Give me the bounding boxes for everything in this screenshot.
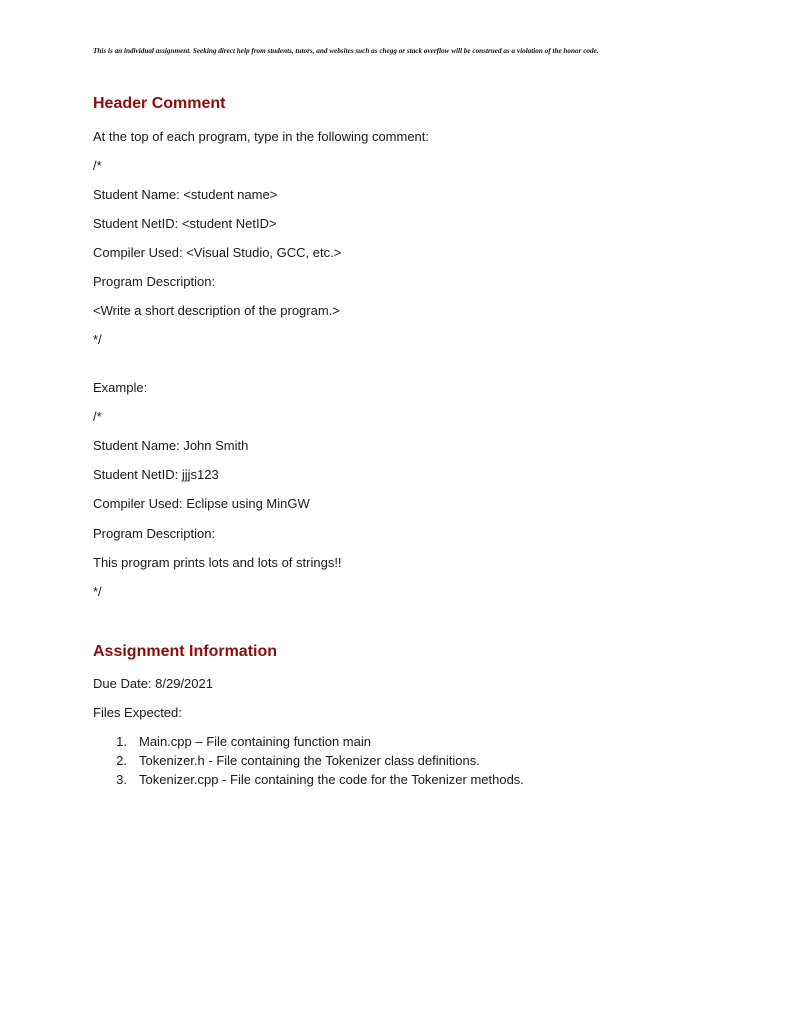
files-expected-label: Files Expected: bbox=[93, 705, 182, 720]
example-line: Compiler Used: Eclipse using MinGW bbox=[93, 496, 310, 511]
template-line: */ bbox=[93, 332, 102, 347]
template-line: Program Description: bbox=[93, 274, 216, 289]
example-line: Student NetID: jjjs123 bbox=[93, 467, 219, 482]
assignment-information-heading: Assignment Information bbox=[93, 643, 278, 660]
list-item-number: 1. bbox=[116, 734, 127, 749]
example-line: Program Description: bbox=[93, 526, 216, 541]
example-label: Example: bbox=[93, 380, 148, 395]
header-comment-heading: Header Comment bbox=[93, 95, 226, 112]
list-item bbox=[93, 733, 693, 750]
list-item-number: 3. bbox=[116, 772, 127, 787]
due-date: Due Date: 8/29/2021 bbox=[93, 676, 213, 691]
example-line: This program prints lots and lots of strings!! bbox=[93, 555, 342, 570]
header-comment-intro: At the top of each program, type in the following comment: bbox=[93, 129, 430, 144]
example-line: Student Name: John Smith bbox=[93, 438, 249, 453]
list-item-number: 2. bbox=[116, 753, 127, 768]
list-item-text: Tokenizer.cpp - File containing the code for the Tokenizer methods. bbox=[139, 772, 524, 787]
template-line: Student Name: <student name> bbox=[93, 187, 278, 202]
list-item bbox=[93, 752, 693, 769]
template-line: <Write a short description of the program.> bbox=[93, 303, 340, 318]
template-line: /* bbox=[93, 158, 102, 173]
example-line: */ bbox=[93, 584, 102, 599]
list-item-text: Tokenizer.h - File containing the Tokenizer class definitions. bbox=[139, 753, 480, 768]
example-line: /* bbox=[93, 409, 102, 424]
template-line: Student NetID: <student NetID> bbox=[93, 216, 277, 231]
honor-code-disclaimer: This is an individual assignment. Seeking direct help from students, tutors, and websites such as chegg or stack overflow will be construed as a violation of the honor code. bbox=[93, 47, 599, 55]
list-item-text: Main.cpp – File containing function main bbox=[139, 734, 371, 749]
template-line: Compiler Used: <Visual Studio, GCC, etc.> bbox=[93, 245, 342, 260]
list-item bbox=[93, 771, 693, 788]
